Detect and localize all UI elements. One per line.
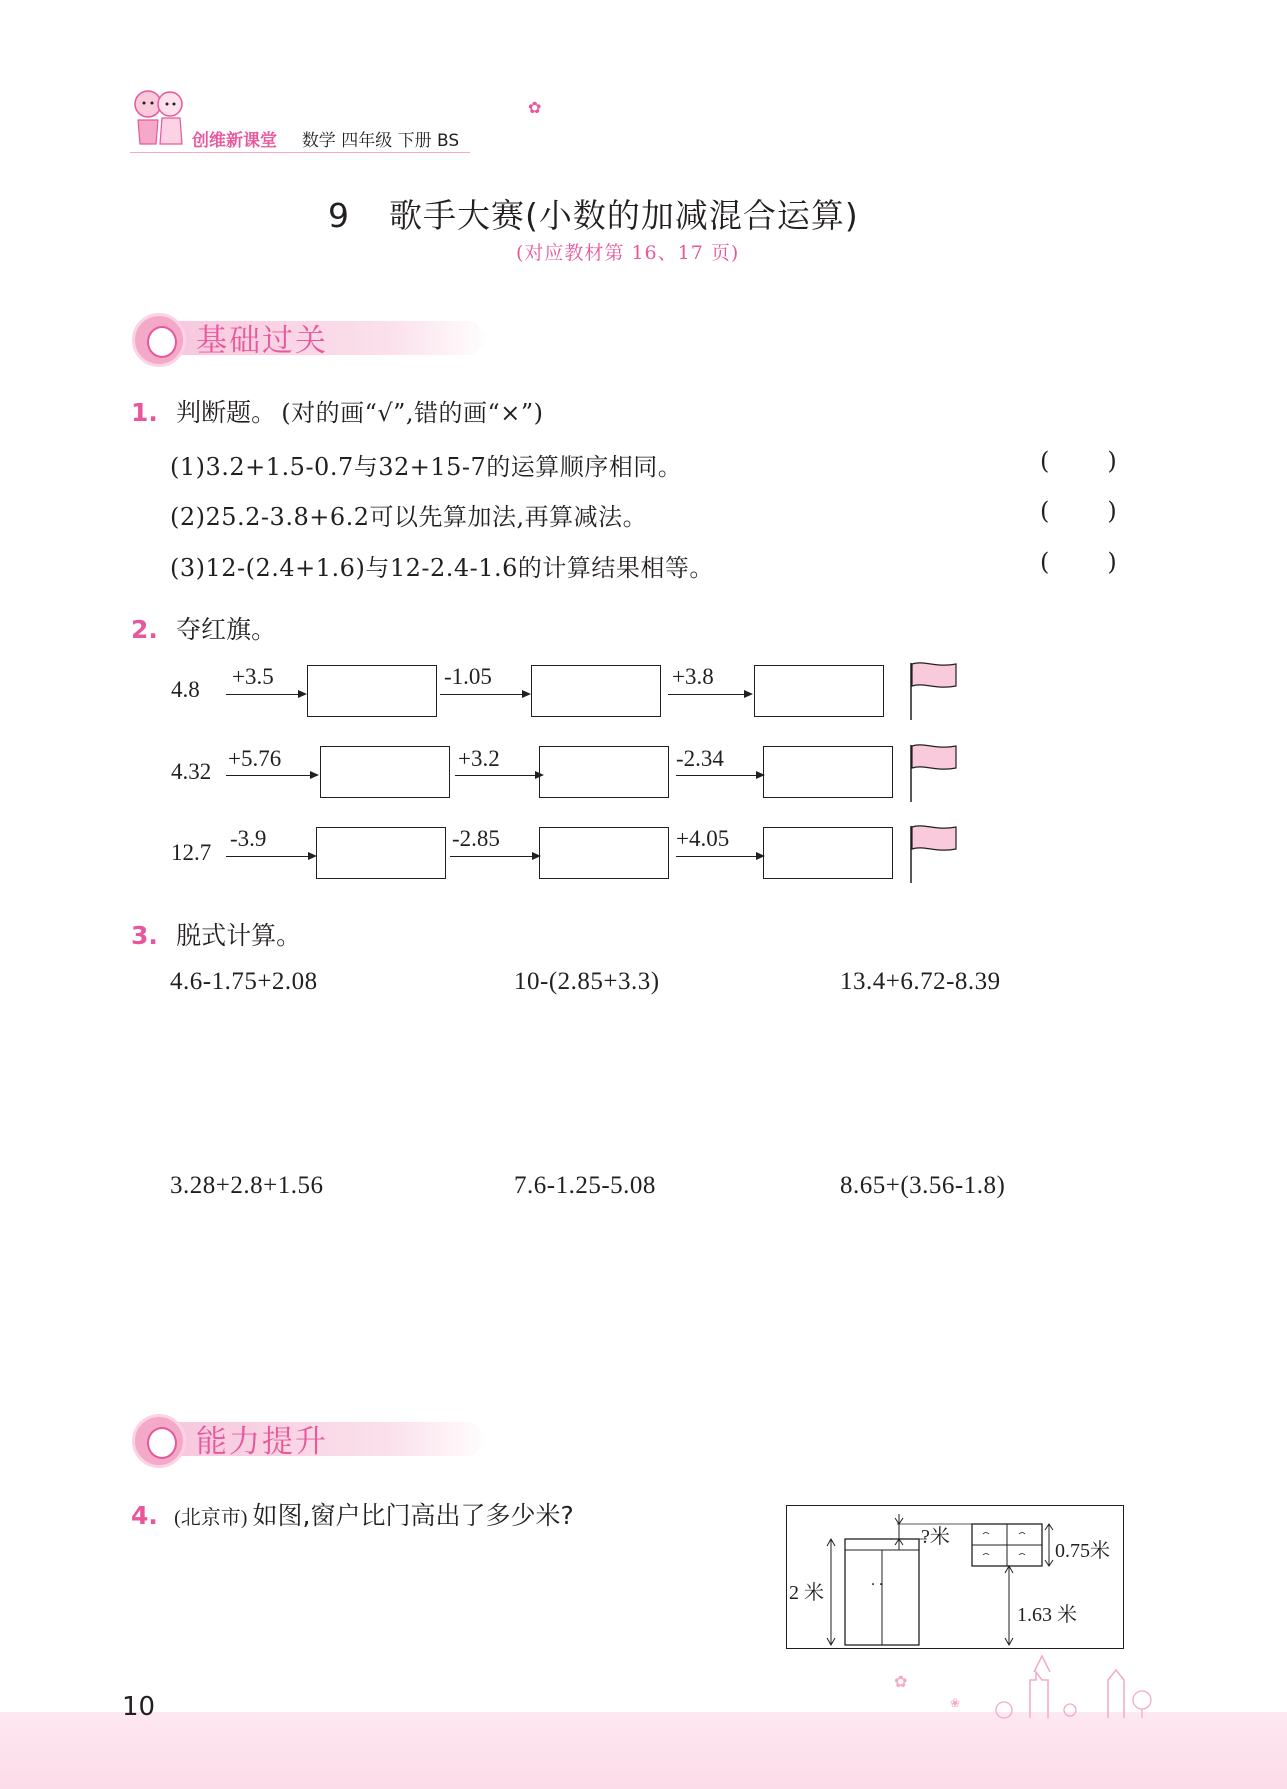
- answer-box[interactable]: [539, 746, 669, 798]
- window-height-label: 0.75米: [1055, 1540, 1110, 1562]
- calc-expression-3: 13.4+6.72-8.39: [840, 968, 1001, 995]
- chain-start-value: 4.32: [171, 759, 212, 784]
- arrow: [668, 694, 746, 695]
- cartoon-face-icon: [147, 326, 177, 358]
- header-underline: [130, 152, 470, 153]
- answer-box[interactable]: [763, 746, 893, 798]
- calc-expression-2: 10-(2.85+3.3): [514, 968, 660, 995]
- mascot-icon: [130, 86, 188, 152]
- question-hint: (对的画“√”,错的画“×”): [281, 399, 544, 427]
- answer-blank-3[interactable]: ( ): [1040, 548, 1117, 576]
- section-badge-circle: [132, 313, 186, 367]
- page-number: 10: [122, 1692, 156, 1722]
- star-decoration-icon: ❀: [950, 1696, 961, 1710]
- arrow: [676, 856, 758, 857]
- arrow: [455, 775, 537, 776]
- arrow: [226, 856, 310, 857]
- question-3: [131, 916, 301, 952]
- answer-box[interactable]: [531, 665, 661, 717]
- answer-box[interactable]: [754, 665, 884, 717]
- arrow: [676, 775, 758, 776]
- question-2: [131, 610, 276, 646]
- chain-operation: +5.76: [228, 746, 282, 771]
- header-grade: 四年级: [341, 131, 393, 151]
- question-number: 3.: [131, 921, 158, 950]
- answer-box[interactable]: [320, 746, 450, 798]
- answer-blank-2[interactable]: ( ): [1040, 497, 1117, 525]
- question-prompt: 判断题。: [176, 398, 277, 427]
- red-flag-icon: [908, 742, 960, 804]
- chain-operation: +3.8: [672, 664, 714, 689]
- answer-box[interactable]: [763, 827, 893, 879]
- chain-operation: -2.85: [452, 826, 500, 851]
- door-window-figure: [786, 1505, 1124, 1649]
- door-height-label: 2 米: [789, 1582, 824, 1604]
- lesson-title: 歌手大赛(小数的加减混合运算): [389, 196, 859, 235]
- arrow-head-icon: [522, 690, 531, 698]
- judgement-item-1: (1)3.2+1.5-0.7与32+15-7的运算顺序相同。: [170, 453, 683, 481]
- section-basic: [132, 313, 502, 361]
- header-volume: 下册: [397, 131, 432, 151]
- window-bottom-label: 1.63 米: [1017, 1604, 1077, 1626]
- section-badge-circle: [132, 1414, 186, 1468]
- answer-box[interactable]: [307, 665, 437, 717]
- question-prompt: 如图,窗户比门高出了多少米?: [252, 1501, 574, 1530]
- chain-operation: -2.34: [676, 746, 724, 771]
- question-4: [131, 1496, 574, 1532]
- footer-band: [0, 1712, 1287, 1789]
- unknown-height-label: ?米: [921, 1526, 950, 1548]
- red-flag-icon: [908, 823, 960, 885]
- chain-start-value: 4.8: [171, 677, 200, 702]
- calc-expression-4: 3.28+2.8+1.56: [170, 1172, 324, 1199]
- arrow: [226, 694, 300, 695]
- flower-icon: ✿: [528, 98, 542, 117]
- header-subject: 数学: [301, 131, 336, 151]
- arrow-head-icon: [744, 690, 753, 698]
- question-1: [131, 393, 544, 429]
- section-advanced-label: 能力提升: [196, 1424, 328, 1460]
- brand-name: 创维新课堂: [192, 131, 277, 151]
- section-basic-label: 基础过关: [196, 323, 328, 359]
- calc-expression-1: 4.6-1.75+2.08: [170, 968, 318, 995]
- arrow-head-icon: [298, 690, 307, 698]
- arrow: [226, 775, 312, 776]
- question-source: (北京市): [174, 1507, 248, 1529]
- header-bar: [192, 126, 459, 151]
- question-number: 4.: [131, 1501, 158, 1530]
- chain-operation: +3.2: [458, 746, 500, 771]
- judgement-item-2: (2)25.2-3.8+6.2可以先算加法,再算减法。: [170, 503, 648, 531]
- answer-box[interactable]: [539, 827, 669, 879]
- question-prompt: 夺红旗。: [176, 615, 277, 644]
- arrow: [440, 694, 524, 695]
- calc-expression-5: 7.6-1.25-5.08: [514, 1172, 656, 1199]
- chain-operation: +4.05: [676, 826, 730, 851]
- door-knobs: . .: [871, 1572, 883, 1589]
- chain-operation: -3.9: [230, 826, 267, 851]
- castle-decoration-icon: [990, 1650, 1170, 1720]
- chain-operation: +3.5: [232, 664, 274, 689]
- textbook-reference: (对应教材第 16、17 页): [516, 242, 740, 264]
- arrow: [450, 856, 534, 857]
- section-advanced: [132, 1414, 502, 1462]
- star-decoration-icon: ✿: [894, 1672, 908, 1691]
- question-number: 1.: [131, 398, 158, 427]
- answer-blank-1[interactable]: ( ): [1040, 447, 1117, 475]
- question-number: 2.: [131, 615, 158, 644]
- page-title: [328, 190, 859, 237]
- chain-operation: -1.05: [444, 664, 492, 689]
- chain-start-value: 12.7: [171, 840, 212, 865]
- cartoon-face-icon: [147, 1427, 177, 1459]
- header-mascot: [130, 86, 188, 152]
- answer-box[interactable]: [316, 827, 446, 879]
- header-edition: BS: [437, 131, 460, 151]
- red-flag-icon: [908, 660, 960, 722]
- question-prompt: 脱式计算。: [176, 921, 302, 950]
- arrow-head-icon: [310, 771, 319, 779]
- judgement-item-3: (3)12-(2.4+1.6)与12-2.4-1.6的计算结果相等。: [170, 554, 714, 582]
- calc-expression-6: 8.65+(3.56-1.8): [840, 1172, 1006, 1199]
- lesson-number: 9: [328, 196, 350, 235]
